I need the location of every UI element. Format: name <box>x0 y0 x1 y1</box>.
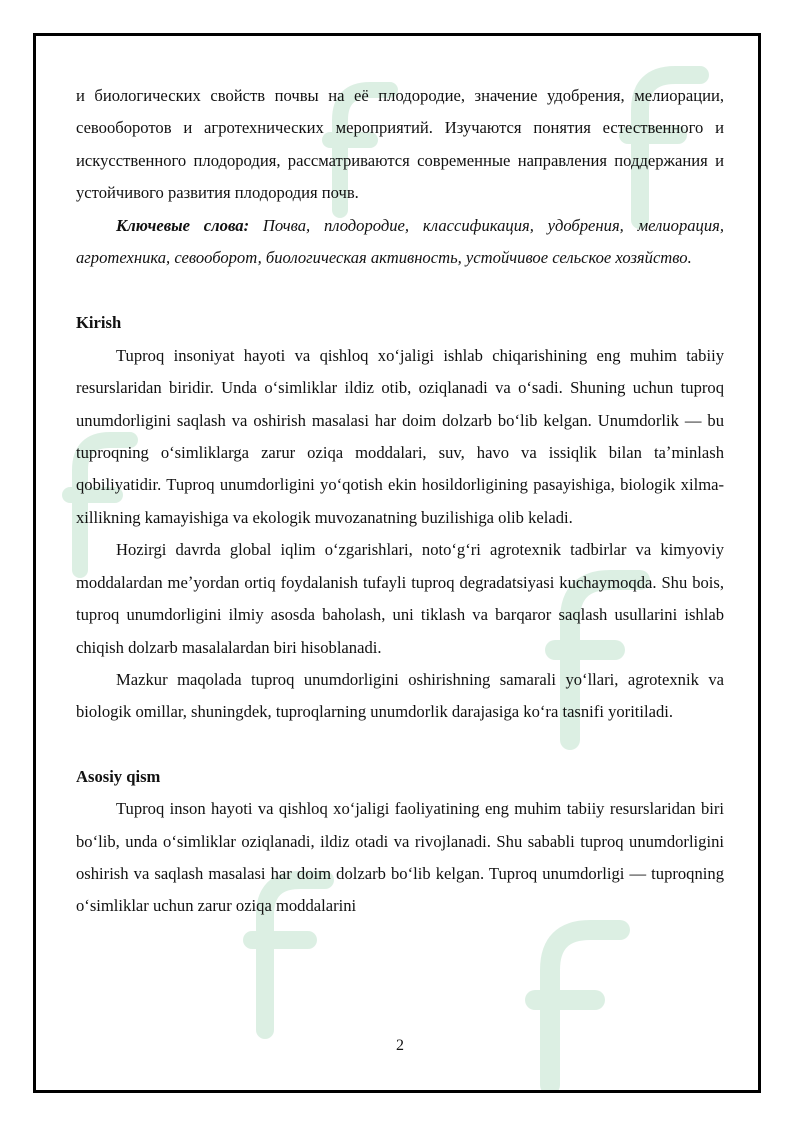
document-body <box>76 80 724 923</box>
body-paragraph: Mazkur maqolada tuproq unumdorligini oshirishning samarali yoʻllari, agrotexnik va biologik omillar, shuningdek, tuproqlarning unumdorlik darajasiga koʻra tasnifi yoritiladi. <box>76 669 724 722</box>
body-paragraph: Tuproq inson hayoti va qishloq xoʻjaligi faoliyatining eng muhim tabiiy resurslaridan biri boʻlib, unda oʻsimliklar oziqlanadi, ildiz otadi va rivojlanadi. Shu sababli tuproq unumdorligini oshirish va saqlash masalasi har doim dolzarb boʻlib kelgan. Tuproq unumdorligi — tuproqning oʻsimliklar uchun zarur oziqa moddalarini <box>76 799 724 916</box>
section-heading-kirish: Kirish <box>76 313 122 333</box>
body-paragraph: Hozirgi davrda global iqlim oʻzgarishlari, notoʻgʻri agrotexnik tadbirlar va kimyoviy moddalardan meʼyordan ortiq foydalanish tufayli tuproq degradatsiyasi kuchaymoqda. Shu bois, tuproq unumdorligini ilmiy asosda baholash, uni tiklash va barqaror saqlash usullarini ishlab chiqish dolzarb masalalardan biri hisoblanadi. <box>76 540 724 657</box>
intro-paragraph: и биологических свойств почвы на её плодородие, значение удобрения, мелиорации, севооборотов и агротехнических мероприятий. Изучаются понятия естественного и искусственного плодородия, рассматриваются современные направления поддержания и устойчивого развития плодородия почв. <box>76 86 724 203</box>
keywords-paragraph <box>76 210 724 275</box>
keywords-label: Ключевые слова: <box>116 215 250 235</box>
section-heading-asosiy-qism: Asosiy qism <box>76 766 161 786</box>
body-paragraph: Tuproq insoniyat hayoti va qishloq xoʻjaligi ishlab chiqarishining eng muhim tabiiy resurslaridan biridir. Unda oʻsimliklar ildiz otib, oziqlanadi va oʻsadi. Shuning uchun tuproq unumdorligini saqlash va oshirish masalasi har doim dolzarb boʻlib kelgan. Unumdorlik — bu tuproqning oʻsimliklarga zarur oziqa moddalari, suv, havo va issiqlik bilan taʼminlash qobiliyatidir. Tuproq unumdorligini yoʻqotish ekin hosildorligining pasayishiga, biologik xilma-xillikning kamayishiga va ekologik muvozanatning buzilishiga olib keladi. <box>76 345 724 527</box>
page-number: 2 <box>396 1037 404 1054</box>
keywords-text: Почва, плодородие, классификация, удобрения, мелиорация, агротехника, севооборот, биологическая активность, устойчивое сельское хозяйство. <box>76 215 725 268</box>
